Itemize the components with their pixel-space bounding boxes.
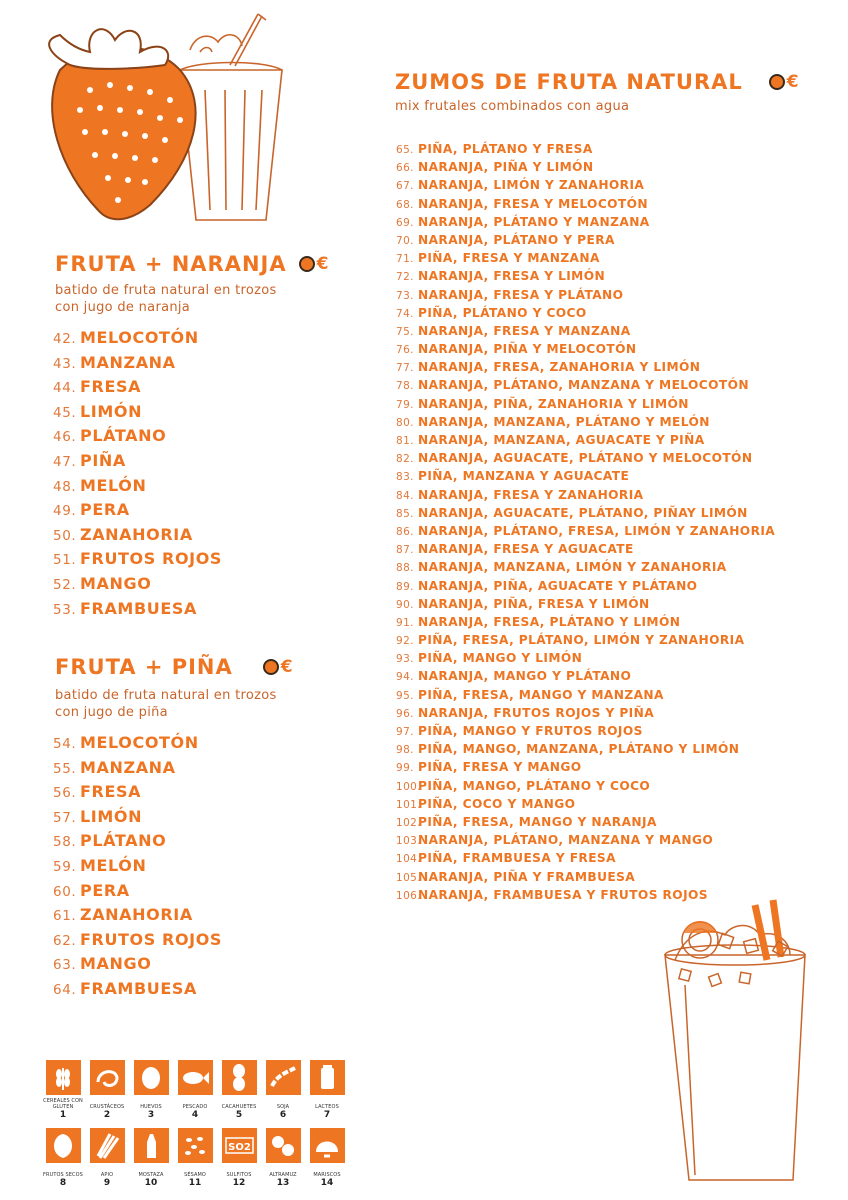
- allergen-item: [132, 1128, 170, 1188]
- menu-item: [396, 486, 775, 504]
- menu-item-name: ZANAHORIA: [80, 905, 193, 925]
- menu-item-name: NARANJA, PIÑA, FRESA Y LIMÓN: [418, 596, 650, 611]
- allergen-number: 2: [103, 1110, 111, 1120]
- menu-item: [53, 498, 222, 523]
- price-indicator: [263, 657, 293, 677]
- menu-item-number: 94.: [396, 671, 414, 684]
- menu-item-name: PIÑA: [80, 450, 126, 470]
- svg-text:SO2: SO2: [227, 1142, 251, 1153]
- euro-symbol: €: [280, 657, 293, 677]
- menu-item: [396, 358, 775, 376]
- menu-item: [396, 831, 775, 849]
- menu-item-name: PIÑA, FRESA, MANGO Y NARANJA: [418, 814, 657, 829]
- menu-item-number: 100.: [396, 780, 421, 793]
- price-dot-icon: [769, 74, 785, 90]
- allergen-label: LACTEOS: [315, 1104, 339, 1110]
- menu-item-number: 96.: [396, 707, 414, 720]
- menu-item-number: 56.: [53, 785, 77, 802]
- menu-item-name: NARANJA, MANZANA, LIMÓN Y ZANAHORIA: [418, 560, 727, 575]
- menu-item-name: NARANJA, PIÑA, AGUACATE Y PLÁTANO: [418, 578, 698, 593]
- menu-item: [53, 756, 222, 781]
- menu-item-name: FRUTOS ROJOS: [80, 929, 223, 949]
- price-dot-icon: [263, 659, 279, 675]
- menu-item-name: PIÑA, MANGO, MANZANA, PLÁTANO Y LIMÓN: [418, 742, 740, 757]
- menu-item: [396, 849, 775, 867]
- menu-item-number: 74.: [396, 307, 414, 320]
- menu-item-number: 60.: [53, 883, 77, 900]
- menu-item-name: PIÑA, FRESA Y MANZANA: [418, 251, 600, 266]
- menu-item: [396, 395, 775, 413]
- menu-item-number: 54.: [53, 736, 77, 752]
- shellfish-icon: [310, 1128, 345, 1163]
- section-zumos: [395, 70, 799, 115]
- menu-item: [396, 667, 775, 685]
- menu-item-number: 55.: [53, 760, 77, 777]
- allergen-item: [132, 1060, 170, 1120]
- sulphites-icon: [222, 1128, 257, 1163]
- menu-item-name: FRAMBUESA: [80, 978, 197, 998]
- menu-item-number: 85.: [396, 507, 414, 520]
- menu-item-name: NARANJA, PIÑA Y MELOCOTÓN: [418, 342, 637, 357]
- egg-icon: [134, 1060, 169, 1095]
- menu-item: [396, 158, 775, 176]
- menu-item-name: LIMÓN: [80, 401, 143, 421]
- menu-item-number: 88.: [396, 562, 414, 575]
- menu-item: [396, 267, 775, 285]
- allergen-number: 9: [103, 1178, 111, 1188]
- allergen-number: 11: [188, 1178, 202, 1188]
- allergen-row: [44, 1128, 346, 1188]
- allergen-item: [220, 1128, 258, 1188]
- menu-item-name: PIÑA, FRESA, PLÁTANO, LIMÓN Y ZANAHORIA: [418, 633, 745, 648]
- menu-item: [396, 195, 775, 213]
- allergen-label: HUEVOS: [140, 1104, 162, 1110]
- menu-item: [53, 375, 222, 400]
- menu-item-name: PIÑA, FRAMBUESA Y FRESA: [418, 851, 616, 866]
- fish-icon: [178, 1060, 213, 1095]
- section-title: FRUTA + PIÑA: [55, 655, 233, 679]
- menu-item: [396, 795, 775, 813]
- menu-item-number: 86.: [396, 525, 414, 538]
- menu-item-number: 106.: [396, 889, 421, 902]
- menu-item-name: NARANJA, PLÁTANO Y MANZANA: [418, 214, 650, 229]
- menu-item: [396, 777, 775, 795]
- allergen-label: MOSTAZA: [138, 1172, 164, 1178]
- section-subtitle-line: con jugo de piña: [55, 705, 168, 720]
- menu-item-number: 50.: [53, 527, 77, 544]
- menu-item: [396, 813, 775, 831]
- menu-item-name: MELÓN: [80, 855, 147, 875]
- menu-item-name: MELOCOTÓN: [80, 328, 199, 347]
- price-indicator: [769, 72, 799, 92]
- menu-list-fruta-naranja: [53, 326, 222, 621]
- menu-item: [396, 649, 775, 667]
- menu-item-name: NARANJA, MANZANA, AGUACATE Y PIÑA: [418, 433, 705, 447]
- menu-item-name: PLÁTANO: [80, 831, 167, 851]
- menu-item: [396, 686, 775, 704]
- menu-item-number: 47.: [53, 453, 77, 470]
- menu-item-number: 73.: [396, 289, 414, 302]
- menu-item-name: NARANJA, AGUACATE, PLÁTANO Y MELOCOTÓN: [418, 451, 753, 466]
- menu-item-name: PIÑA, MANGO Y LIMÓN: [418, 651, 583, 666]
- sesame-icon: [178, 1128, 213, 1163]
- menu-item-number: 63.: [53, 957, 77, 974]
- menu-item-name: NARANJA, PIÑA Y FRAMBUESA: [418, 869, 636, 884]
- allergen-label: MARISCOS: [313, 1172, 341, 1178]
- menu-item: [396, 613, 775, 631]
- lupin-icon: [266, 1128, 301, 1163]
- menu-item-number: 95.: [396, 689, 414, 702]
- allergen-number: 5: [235, 1110, 243, 1120]
- menu-item: [53, 829, 222, 854]
- menu-item-number: 51.: [53, 552, 77, 569]
- menu-item-number: 77.: [396, 362, 414, 375]
- menu-item-name: PIÑA, PLÁTANO Y COCO: [418, 305, 587, 320]
- menu-item-name: ZANAHORIA: [80, 524, 193, 544]
- menu-item: [53, 597, 222, 622]
- menu-item-number: 69.: [396, 216, 414, 229]
- menu-item-number: 59.: [53, 858, 77, 875]
- menu-item-number: 97.: [396, 726, 414, 738]
- menu-item: [53, 326, 222, 351]
- menu-item: [396, 322, 775, 340]
- price-indicator: [299, 254, 329, 274]
- menu-item-name: NARANJA, PLÁTANO, MANZANA Y MELOCOTÓN: [418, 378, 749, 393]
- section-title: ZUMOS DE FRUTA NATURAL: [395, 70, 743, 94]
- menu-item: [53, 523, 222, 548]
- menu-item-number: 53.: [53, 601, 77, 618]
- menu-item-number: 58.: [53, 834, 77, 851]
- menu-item-name: NARANJA, FRESA Y MANZANA: [418, 323, 631, 338]
- menu-item-name: MELÓN: [80, 475, 147, 495]
- menu-item: [396, 722, 775, 740]
- allergen-number: 12: [232, 1178, 246, 1188]
- menu-item: [53, 731, 222, 756]
- menu-item-number: 93.: [396, 653, 414, 666]
- menu-item-number: 104.: [396, 853, 421, 866]
- menu-item-name: NARANJA, FRESA Y PLÁTANO: [418, 287, 624, 302]
- allergen-number: 8: [59, 1178, 67, 1188]
- section-fruta-naranja: [55, 252, 328, 316]
- menu-item-number: 89.: [396, 580, 414, 593]
- menu-item-number: 45.: [53, 404, 77, 421]
- menu-item-number: 61.: [53, 908, 77, 925]
- euro-symbol: €: [316, 254, 329, 274]
- allergen-item: [264, 1060, 302, 1120]
- allergen-item: [176, 1060, 214, 1120]
- allergen-item: [308, 1060, 346, 1120]
- menu-item: [53, 903, 222, 928]
- wheat-icon: [46, 1060, 81, 1095]
- menu-item: [53, 780, 222, 805]
- menu-item-number: 82.: [396, 453, 414, 466]
- menu-item: [53, 977, 222, 1002]
- menu-item-name: NARANJA, MANGO Y PLÁTANO: [418, 669, 632, 684]
- menu-item: [396, 631, 775, 649]
- menu-item-number: 80.: [396, 416, 414, 429]
- menu-item-number: 75.: [396, 325, 414, 338]
- allergen-number: 4: [191, 1110, 199, 1120]
- menu-item-name: NARANJA, FRUTOS ROJOS Y PIÑA: [418, 705, 655, 720]
- allergen-item: [220, 1060, 258, 1120]
- menu-item: [396, 413, 775, 431]
- allergen-row: [44, 1060, 346, 1120]
- allergen-label: PESCADO: [182, 1104, 208, 1110]
- menu-item: [396, 286, 775, 304]
- menu-item: [396, 868, 775, 886]
- menu-item: [396, 340, 775, 358]
- menu-item-number: 87.: [396, 544, 414, 557]
- menu-item-number: 71.: [396, 253, 414, 266]
- menu-item-name: NARANJA, FRESA, PLÁTANO Y LIMÓN: [418, 614, 681, 629]
- menu-item-number: 101.: [396, 798, 421, 811]
- menu-item-name: PIÑA, PLÁTANO Y FRESA: [418, 142, 593, 156]
- menu-item: [396, 558, 775, 576]
- menu-item-number: 91.: [396, 616, 414, 629]
- menu-item: [53, 879, 222, 904]
- menu-item-number: 83.: [396, 471, 414, 484]
- juice-glass-illustration: [655, 895, 825, 1185]
- menu-item: [396, 231, 775, 249]
- allergen-label: SULFITOS: [226, 1172, 252, 1178]
- menu-item: [396, 758, 775, 776]
- menu-item-number: 43.: [53, 355, 77, 372]
- menu-item: [396, 431, 775, 449]
- allergen-label: CACAHUETES: [221, 1104, 257, 1110]
- menu-item-name: MELOCOTÓN: [80, 733, 199, 752]
- allergen-label: ALTRAMUZ: [269, 1172, 297, 1178]
- section-subtitle-line: batido de fruta natural en trozos: [55, 283, 277, 298]
- menu-item: [396, 376, 775, 394]
- menu-item-number: 62.: [53, 932, 77, 949]
- menu-item-name: NARANJA, AGUACATE, PLÁTANO, PIÑAY LIMÓN: [418, 505, 748, 520]
- milk-icon: [310, 1060, 345, 1095]
- menu-item: [396, 304, 775, 322]
- allergen-number: 14: [320, 1178, 334, 1188]
- allergen-number: 6: [279, 1110, 287, 1120]
- menu-item-number: 76.: [396, 344, 414, 357]
- menu-item-name: NARANJA, PIÑA Y LIMÓN: [418, 160, 594, 175]
- menu-item-number: 98.: [396, 744, 414, 757]
- menu-item-number: 79.: [396, 398, 414, 411]
- menu-item: [396, 740, 775, 758]
- menu-item-name: NARANJA, FRAMBUESA Y FRUTOS ROJOS: [418, 887, 708, 902]
- menu-item: [396, 140, 775, 158]
- menu-item: [396, 577, 775, 595]
- allergen-item: [176, 1128, 214, 1188]
- menu-item-number: 90.: [396, 598, 414, 611]
- menu-item-number: 105.: [396, 871, 421, 884]
- menu-item-name: NARANJA, PLÁTANO, MANZANA Y MANGO: [418, 833, 714, 848]
- price-dot-icon: [299, 256, 315, 272]
- allergen-label: APIO: [100, 1172, 114, 1178]
- menu-item-name: FRAMBUESA: [80, 598, 197, 618]
- menu-item: [53, 547, 222, 572]
- menu-item-name: NARANJA, FRESA Y LIMÓN: [418, 269, 606, 284]
- allergen-number: 1: [59, 1110, 67, 1120]
- section-fruta-pina: [55, 655, 293, 721]
- allergen-legend: [44, 1060, 346, 1188]
- euro-symbol: €: [786, 72, 799, 92]
- section-subtitle-line: batido de fruta natural en trozos: [55, 688, 277, 703]
- menu-item-name: MANGO: [80, 573, 152, 593]
- menu-item-name: MANZANA: [80, 352, 176, 372]
- menu-item-name: PIÑA, MANGO, PLÁTANO Y COCO: [418, 778, 651, 793]
- menu-item-number: 78.: [396, 380, 414, 393]
- menu-item: [396, 504, 775, 522]
- section-subtitle-line: con jugo de naranja: [55, 300, 191, 315]
- menu-item-name: PLÁTANO: [80, 426, 167, 446]
- menu-item-number: 52.: [53, 576, 77, 593]
- menu-item: [396, 213, 775, 231]
- menu-item-number: 57.: [53, 809, 77, 826]
- menu-item-number: 44.: [53, 380, 77, 397]
- menu-item: [53, 474, 222, 499]
- menu-item-number: 84.: [396, 489, 414, 502]
- celery-icon: [90, 1128, 125, 1163]
- menu-item-name: NARANJA, FRESA Y AGUACATE: [418, 542, 634, 557]
- mustard-icon: [134, 1128, 169, 1163]
- menu-item: [53, 805, 222, 830]
- allergen-label: CEREALES CON GLUTEN: [43, 1098, 83, 1110]
- menu-item-name: NARANJA, FRESA Y ZANAHORIA: [418, 487, 644, 502]
- menu-item: [396, 704, 775, 722]
- allergen-label: SÉSAMO: [184, 1172, 206, 1178]
- peanut-icon: [222, 1060, 257, 1095]
- allergen-label: SOJA: [276, 1104, 290, 1110]
- section-subtitle: mix frutales combinados con agua: [395, 99, 630, 114]
- menu-item-number: 72.: [396, 271, 414, 284]
- allergen-item: [264, 1128, 302, 1188]
- menu-item-number: 65.: [396, 144, 414, 156]
- menu-item: [396, 176, 775, 194]
- menu-item-name: PIÑA, MANGO Y FRUTOS ROJOS: [418, 724, 643, 738]
- menu-item-number: 92.: [396, 635, 414, 648]
- soy-icon: [266, 1060, 301, 1095]
- menu-list-zumos: [396, 140, 775, 904]
- menu-item-name: PIÑA, MANZANA Y AGUACATE: [418, 469, 630, 484]
- menu-item: [53, 854, 222, 879]
- menu-item-number: 66.: [396, 162, 414, 175]
- allergen-number: 7: [323, 1110, 331, 1120]
- shrimp-icon: [90, 1060, 125, 1095]
- menu-item: [53, 351, 222, 376]
- menu-item-name: MANZANA: [80, 757, 176, 777]
- menu-item-number: 67.: [396, 180, 414, 193]
- menu-item-name: NARANJA, LIMÓN Y ZANAHORIA: [418, 178, 645, 193]
- menu-item: [53, 572, 222, 597]
- menu-item-name: PIÑA, FRESA, MANGO Y MANZANA: [418, 687, 664, 702]
- menu-item-number: 81.: [396, 435, 414, 447]
- menu-item-name: MANGO: [80, 954, 152, 974]
- menu-item-name: PIÑA, FRESA Y MANGO: [418, 760, 582, 775]
- menu-item-number: 46.: [53, 429, 77, 446]
- menu-item-name: FRUTOS ROJOS: [80, 549, 223, 569]
- allergen-item: [44, 1128, 82, 1188]
- menu-item-name: LIMÓN: [80, 806, 143, 826]
- menu-item: [396, 249, 775, 267]
- menu-list-fruta-pina: [53, 731, 222, 1002]
- menu-item: [396, 449, 775, 467]
- section-title: FRUTA + NARANJA: [55, 252, 287, 276]
- allergen-label: CRUSTÁCEOS: [89, 1104, 125, 1110]
- menu-item-name: PERA: [80, 880, 130, 900]
- menu-item-name: NARANJA, FRESA Y MELOCOTÓN: [418, 196, 648, 211]
- menu-item-name: NARANJA, PLÁTANO, FRESA, LIMÓN Y ZANAHORIA: [418, 523, 776, 538]
- allergen-item: [44, 1060, 82, 1120]
- allergen-item: [88, 1128, 126, 1188]
- strawberry-smoothie-illustration: [30, 10, 300, 240]
- menu-item-name: NARANJA, PIÑA, ZANAHORIA Y LIMÓN: [418, 396, 689, 411]
- menu-item-number: 102.: [396, 816, 421, 829]
- menu-item-name: NARANJA, FRESA, ZANAHORIA Y LIMÓN: [418, 360, 701, 375]
- menu-item: [53, 928, 222, 953]
- menu-item-name: NARANJA, MANZANA, PLÁTANO Y MELÓN: [418, 414, 710, 429]
- menu-item-name: FRESA: [80, 782, 142, 802]
- menu-item-number: 49.: [53, 503, 77, 520]
- menu-item-number: 70.: [396, 234, 414, 247]
- menu-item: [53, 424, 222, 449]
- menu-item-name: NARANJA, PLÁTANO Y PERA: [418, 232, 615, 247]
- nut-icon: [46, 1128, 81, 1163]
- menu-item-name: PERA: [80, 500, 130, 520]
- menu-item-number: 68.: [396, 198, 414, 211]
- menu-item: [396, 595, 775, 613]
- allergen-item: [308, 1128, 346, 1188]
- menu-item-number: 64.: [53, 981, 77, 998]
- menu-item: [53, 952, 222, 977]
- allergen-number: 3: [147, 1110, 155, 1120]
- allergen-item: [88, 1060, 126, 1120]
- allergen-number: 10: [144, 1178, 158, 1188]
- menu-item: [396, 540, 775, 558]
- menu-item-name: PIÑA, COCO Y MANGO: [418, 796, 576, 811]
- menu-item-number: 48.: [53, 478, 77, 495]
- menu-item: [53, 449, 222, 474]
- menu-item-number: 103.: [396, 835, 421, 848]
- menu-item: [396, 522, 775, 540]
- menu-item-number: 99.: [396, 762, 414, 775]
- menu-item: [396, 467, 775, 485]
- allergen-label: FRUTOS SECOS: [43, 1172, 83, 1178]
- menu-item: [53, 400, 222, 425]
- menu-item-name: FRESA: [80, 377, 142, 397]
- menu-item-number: 42.: [53, 331, 77, 347]
- allergen-number: 13: [276, 1178, 290, 1188]
